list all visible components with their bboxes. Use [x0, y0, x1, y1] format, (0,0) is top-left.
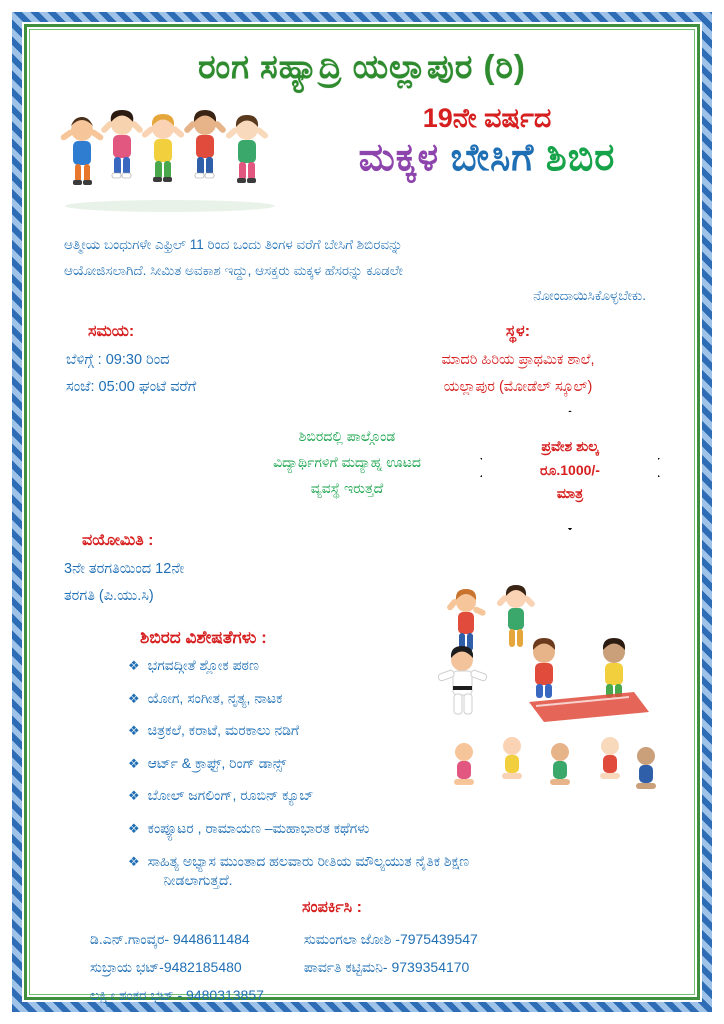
fee-text-block [480, 410, 660, 530]
features-list [50, 656, 674, 891]
intro-line-2: ಆಯೋಜಿಸಲಾಗಿದೆ. ಸೀಮಿತ ಅವಕಾಶ ಇದ್ದು, ಆಸಕ್ತರು ಮಕ್ಕಳ ಹೆಸರನ್ನು ಕೂಡಲೇ [64, 262, 403, 278]
time-value-2: ಸಂಜೆ: 05:00 ಘಂಟೆ ವರೆಗೆ [66, 378, 197, 395]
feature-text: ಚಿತ್ರಕಲೆ, ಕರಾಟೆ, ಮರಕಾಲು ನಡಿಗೆ [147, 722, 300, 739]
bullet-icon: ❖ [128, 658, 140, 674]
time-value-1: ಬೆಳಿಗ್ಗೆ : 09:30 ರಿಂದ [66, 351, 170, 368]
main-title [300, 136, 674, 182]
feature-text: ಯೋಗ, ಸಂಗೀತ, ನೃತ್ಯ, ನಾಟಕ [147, 689, 283, 706]
age-label: ವಯೋಮಿತಿ : [82, 532, 154, 550]
headline-row [50, 96, 674, 222]
age-value-1: 3ನೇ ತರಗತಿಯಿಂದ 12ನೇ [64, 561, 185, 578]
time-venue-row [50, 323, 674, 401]
contact-item: ಸುಬ್ರಾಯ ಭಟ್-9482185480 [90, 958, 242, 975]
main-title-word-3: ಶಿಬಿರ [545, 137, 616, 180]
contacts-column-left [90, 925, 264, 1009]
contact-item: ಪಾರ್ವತಿ ಕಟ್ಟಿಮನಿ- 9739354170 [303, 958, 470, 975]
age-value-2: ತರಗತಿ (ಪಿ.ಯು.ಸಿ) [64, 588, 154, 605]
fee-starburst-badge [480, 410, 660, 530]
venue-label: ಸ್ಥಳ: [505, 322, 531, 340]
feature-text: ಬೋಲ್ ಜಗಲಿಂಗ್, ರೂಬಿನ್ ಕ್ಯೂಬ್ [147, 787, 314, 804]
contact-heading: ಸಂಪರ್ಕಿಸಿ : [302, 898, 362, 916]
jumping-children-illustration [50, 102, 300, 222]
lunch-note [214, 424, 480, 502]
contact-item: ಡಿ.ಎನ್.ಗಾಂವ್ಕರ- 9448611484 [90, 930, 250, 947]
features-heading: ಶಿಬಿರದ ವಿಶೇಷತೆಗಳು : [140, 628, 267, 648]
feature-item [128, 819, 674, 839]
lunch-fee-row [50, 410, 674, 530]
bullet-icon: ❖ [128, 723, 140, 739]
feature-text-block [148, 852, 469, 891]
venue-block [368, 323, 668, 401]
feature-text: ಆರ್ಟ್ & ಕ್ರಾಫ್ಟ್, ರಿಂಗ್ ಡಾನ್ಸ್ [147, 754, 287, 771]
bullet-icon: ❖ [128, 788, 140, 804]
feature-item [128, 786, 674, 806]
time-block [56, 323, 356, 401]
feature-item [128, 852, 674, 891]
feature-text: ಭಗವದ್ಗೀತೆ ಶ್ಲೋಕ ಪಠಣ [147, 657, 259, 674]
year-line: 19ನೇ ವರ್ಷದ [422, 102, 552, 133]
lunch-line-1: ಶಿಬಿರದಲ್ಲಿ ಪಾಲ್ಗೊಂಡ [298, 428, 396, 445]
lunch-line-2: ವಿದ್ಯಾರ್ಥಿಗಳಿಗೆ ಮದ್ಯಾಹ್ನ ಊಟದ [273, 454, 421, 471]
feature-item [128, 689, 674, 709]
headline-block [300, 96, 674, 182]
feature-text: ಕಂಪ್ಯೂಟರ , ರಾಮಾಯಣ –ಮಹಾಭಾರತ ಕಥೆಗಳು [147, 820, 370, 837]
intro-paragraph [64, 232, 646, 309]
title-divider [50, 88, 674, 90]
feature-item [128, 721, 674, 741]
intro-line-1: ಆತ್ಮೀಯ ಬಂಧುಗಳೇ ಎಫ್ರಿಲ್ 11 ರಿಂದ ಒಂದು ತಿಂಗಳ ವರೆಗೆ ಬೇಸಿಗೆ ಶಿಬಿರವನ್ನು [64, 236, 403, 252]
feature-item [128, 754, 674, 774]
contacts-block [50, 925, 674, 1009]
venue-value-2: ಯಲ್ಲಾಪುರ (ಮೋಡೆಲ್ ಸ್ಕೂಲ್) [443, 378, 593, 395]
feature-text-line-1: ಸಾಹಿತ್ಯ ಅಭ್ಯಾಸ ಮುಂತಾದ ಹಲವಾರು ರೀತಿಯ ಮೌಲ್ಯಯುತ ನೈತಿಕ ಶಿಕ್ಷಣ [147, 852, 470, 869]
time-label: ಸಮಯ: [88, 322, 135, 340]
main-title-word-1: ಮಕ್ಕಳ [358, 137, 440, 180]
bullet-icon: ❖ [128, 690, 140, 706]
bullet-icon: ❖ [128, 853, 140, 869]
organization-title: ರಂಗ ಸಹ್ಯಾದ್ರಿ ಯಲ್ಲಾಪುರ (ರಿ) [198, 48, 526, 85]
fee-line-2: ರೂ.1000/- [540, 461, 600, 478]
contact-item: ಸುಮಂಗಲಾ ಜೋಶಿ -7975439547 [303, 930, 478, 947]
fee-line-1: ಪ್ರವೇಶ ಶುಲ್ಕ [541, 437, 599, 454]
main-title-word-2: ಬೇಸಿಗೆ [450, 137, 535, 180]
contacts-column-right [304, 925, 478, 1009]
age-block [50, 532, 674, 610]
fee-line-3: ಮಾತ್ರ [556, 485, 584, 502]
bullet-icon: ❖ [128, 821, 140, 837]
contact-item: ಲಕ್ಷ್ಮೀ ಶಂಕರ ಭಟ್ - 9480313857 [90, 986, 264, 1003]
lunch-line-3: ವ್ಯವಸ್ಥೆ ಇರುತ್ತದೆ [310, 480, 384, 497]
feature-text-line-2: ನೀಡಲಾಗುತ್ತದೆ. [163, 872, 233, 889]
poster-content [32, 32, 692, 1003]
intro-line-3: ನೋಂದಾಯಿಸಿಕೊಳ್ಳಬೇಕು. [533, 288, 646, 304]
venue-value-1: ಮಾದರಿ ಹಿರಿಯ ಪ್ರಾಥಮಿಕ ಶಾಲೆ, [441, 351, 595, 368]
feature-item [128, 656, 674, 676]
bullet-icon: ❖ [128, 755, 140, 771]
